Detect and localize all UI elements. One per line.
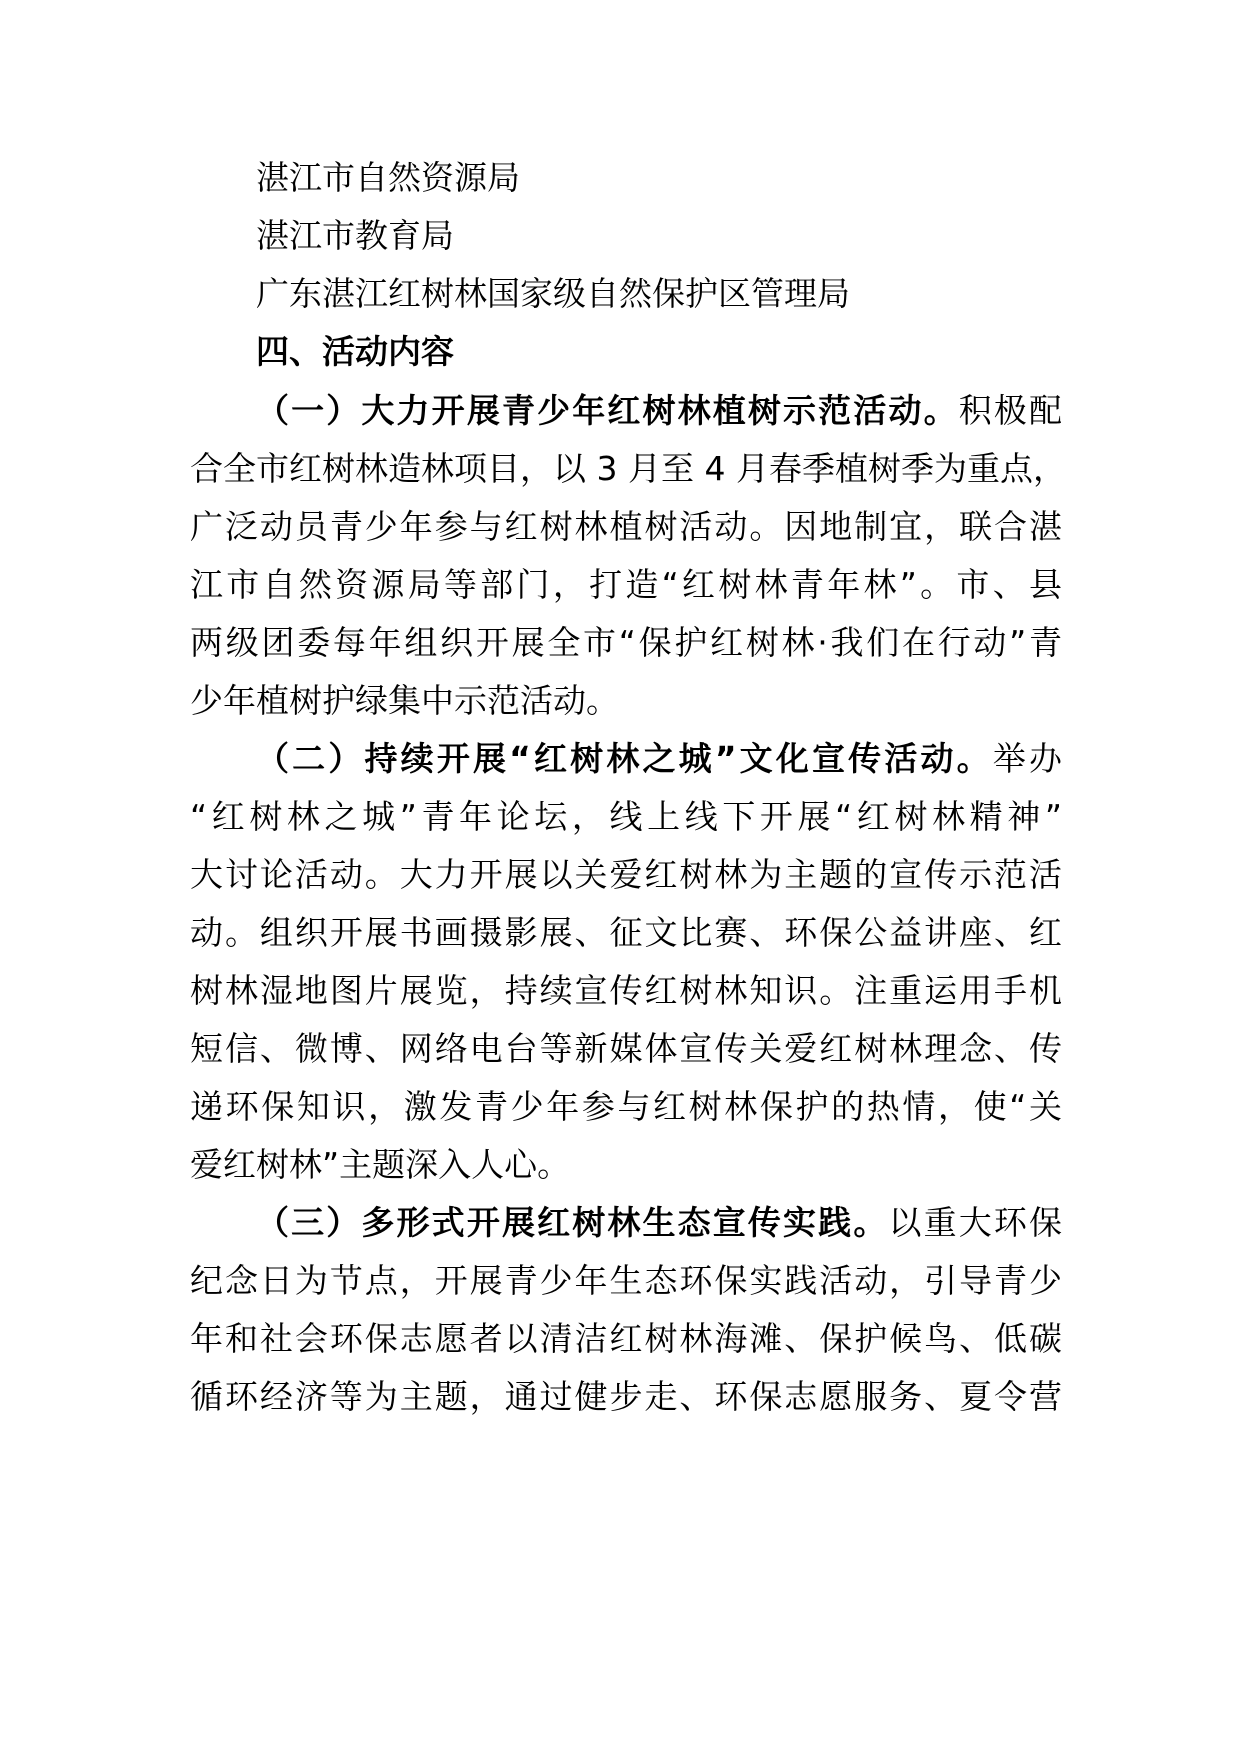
paragraph-2-line: 树林湿地图片展览，持续宣传红树林知识。注重运用手机 bbox=[190, 971, 1062, 1010]
organizer-line: 湛江市教育局 bbox=[256, 216, 454, 255]
organizer-line: 广东湛江红树林国家级自然保护区管理局 bbox=[256, 274, 850, 313]
paragraph-2-title: （二）持续开展“红树林之城”文化宣传活动。 bbox=[256, 739, 993, 778]
paragraph-1-line: 广泛动员青少年参与红树林植树活动。因地制宜，联合湛 bbox=[190, 507, 1062, 546]
paragraph-1-line: 两级团委每年组织开展全市“保护红树林·我们在行动”青 bbox=[190, 623, 1062, 662]
paragraph-1-first-line bbox=[256, 391, 1062, 431]
paragraph-2-line: 动。组织开展书画摄影展、征文比赛、环保公益讲座、红 bbox=[190, 913, 1062, 952]
organizer-line: 湛江市自然资源局 bbox=[256, 158, 520, 197]
paragraph-1-line: 江市自然资源局等部门，打造“红树林青年林”。市、县 bbox=[190, 565, 1062, 604]
paragraph-1-line: 合全市红树林造林项目，以 3 月至 4 月春季植树季为重点， bbox=[190, 449, 1066, 488]
section-heading: 四、活动内容 bbox=[256, 332, 454, 371]
paragraph-2-line: 短信、微博、网络电台等新媒体宣传关爱红树林理念、传 bbox=[190, 1029, 1062, 1068]
paragraph-1-text: 积极配 bbox=[958, 391, 1063, 430]
paragraph-3-line: 循环经济等为主题，通过健步走、环保志愿服务、夏令营 bbox=[190, 1377, 1062, 1416]
paragraph-2-first-line bbox=[256, 739, 1062, 779]
paragraph-3-first-line bbox=[256, 1203, 1062, 1243]
paragraph-1-title: （一）大力开展青少年红树林植树示范活动。 bbox=[256, 391, 959, 430]
paragraph-2-line: 递环保知识，激发青少年参与红树林保护的热情，使“关 bbox=[190, 1087, 1062, 1126]
paragraph-3-line: 纪念日为节点，开展青少年生态环保实践活动，引导青少 bbox=[190, 1261, 1062, 1300]
paragraph-3-text: 以重大环保 bbox=[888, 1203, 1063, 1242]
paragraph-2-text: 举办 bbox=[992, 739, 1062, 778]
paragraph-3-line: 年和社会环保志愿者以清洁红树林海滩、保护候鸟、低碳 bbox=[190, 1319, 1062, 1358]
paragraph-3-title: （三）多形式开展红树林生态宣传实践。 bbox=[256, 1203, 889, 1242]
paragraph-2-line: “红树林之城”青年论坛，线上线下开展“红树林精神” bbox=[190, 797, 1062, 836]
paragraph-2-line: 大讨论活动。大力开展以关爱红树林为主题的宣传示范活 bbox=[190, 855, 1062, 894]
paragraph-1-line: 少年植树护绿集中示范活动。 bbox=[190, 681, 619, 720]
paragraph-2-line: 爱红树林”主题深入人心。 bbox=[190, 1145, 571, 1184]
